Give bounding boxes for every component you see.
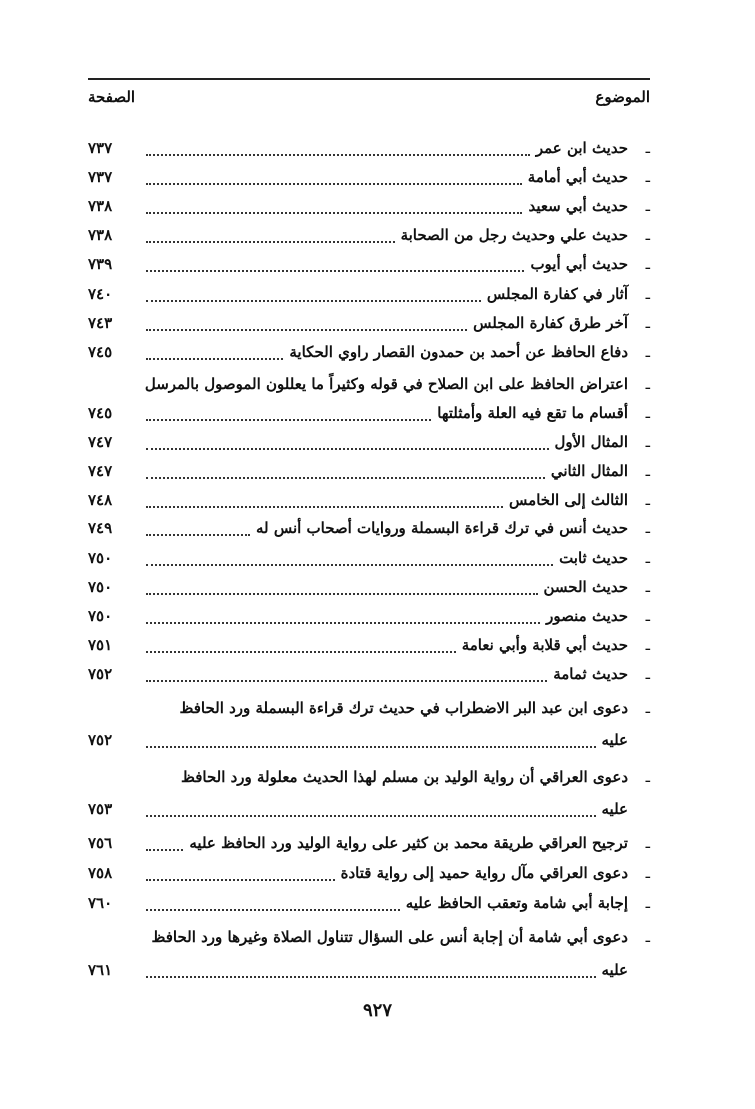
toc-entry [88, 829, 650, 859]
entry-title: المثال الثاني [550, 462, 628, 480]
toc-entry [88, 859, 650, 889]
entry-dash: ـ [645, 928, 650, 946]
entry-title: الثالث إلى الخامس [509, 491, 628, 509]
entry-title: آثار في كفارة المجلس [486, 285, 628, 303]
dot-leader [146, 270, 524, 272]
toc-entry [88, 399, 650, 429]
entry-page-number: ٧٤٥ [88, 404, 113, 422]
toc-entry [88, 163, 650, 193]
dot-leader [146, 849, 183, 851]
dot-leader [146, 593, 538, 595]
entry-dash: ـ [645, 578, 650, 596]
entry-dash: ـ [645, 168, 650, 186]
entry-title: المثال الأول [554, 433, 628, 451]
entry-title: عليه [601, 800, 628, 818]
entry-title: إجابة أبي شامة وتعقب الحافظ عليه [405, 894, 628, 912]
entry-title: حديث أنس في ترك قراءة البسملة وروايات أصحاب أنس له [256, 519, 628, 537]
entry-page-number: ٧٥٣ [88, 800, 113, 818]
entry-dash: ـ [645, 894, 650, 912]
entry-title: حديث ثمامة [553, 665, 628, 683]
page-number: ٩٢٧ [362, 1000, 392, 1021]
toc-entry [88, 457, 650, 487]
toc-entry [88, 602, 650, 632]
dot-leader [146, 183, 522, 185]
toc-entry [88, 428, 650, 458]
entry-dash: ـ [645, 864, 650, 882]
entry-dash: ـ [645, 404, 650, 422]
dot-leader [146, 622, 540, 624]
entry-page-number: ٧٤٧ [88, 462, 113, 480]
dot-leader [146, 879, 335, 881]
entry-dash: ـ [645, 768, 650, 786]
dot-leader [146, 976, 596, 978]
entry-dash: ـ [645, 343, 650, 361]
dot-leader [146, 909, 400, 911]
entry-title: حديث منصور [546, 607, 628, 625]
entry-dash: ـ [645, 255, 650, 273]
toc-entry [88, 370, 650, 400]
toc-entry [88, 309, 650, 339]
entry-page-number: ٧٥٠ [88, 578, 113, 596]
entry-page-number: ٧٥٠ [88, 549, 113, 567]
dot-leader [146, 358, 283, 360]
toc-entry [88, 338, 650, 368]
entry-dash: ـ [645, 519, 650, 537]
toc-entry [88, 923, 650, 953]
entry-page-number: ٧٣٩ [88, 255, 113, 273]
toc-entry [88, 660, 650, 690]
entry-page-number: ٧٦١ [88, 961, 113, 979]
entry-title: دعوى العراقي أن رواية الوليد بن مسلم لهذا الحديث معلولة ورد الحافظ [180, 768, 628, 786]
toc-entry [88, 280, 650, 310]
toc-entry [88, 889, 650, 919]
entry-page-number: ٧٤٥ [88, 343, 113, 361]
toc-entry [88, 573, 650, 603]
dot-leader [146, 154, 530, 156]
entry-dash: ـ [645, 665, 650, 683]
dot-leader [146, 212, 522, 214]
dot-leader [146, 419, 431, 421]
entry-page-number: ٧٤٣ [88, 314, 113, 332]
page-column-header: الصفحة [88, 88, 136, 106]
entry-page-number: ٧٤٩ [88, 519, 113, 537]
entry-dash: ـ [645, 699, 650, 717]
toc-entry [88, 795, 650, 825]
entry-title: حديث أبي أمامة [527, 168, 628, 186]
toc-entry [88, 221, 650, 251]
entry-dash: ـ [645, 462, 650, 480]
dot-leader [146, 477, 545, 479]
entry-page-number: ٧٣٧ [88, 139, 113, 157]
dot-leader [146, 241, 395, 243]
entry-dash: ـ [645, 375, 650, 393]
entry-title: حديث أبي أيوب [530, 255, 628, 273]
dot-leader [146, 300, 481, 302]
entry-dash: ـ [645, 226, 650, 244]
entry-title: عليه [601, 731, 628, 749]
toc-entry [88, 763, 650, 793]
entry-page-number: ٧٣٨ [88, 226, 113, 244]
entry-title: حديث ثابت [559, 549, 628, 567]
toc-entry [88, 544, 650, 574]
dot-leader [146, 746, 596, 748]
entry-dash: ـ [645, 549, 650, 567]
dot-leader [146, 448, 549, 450]
entry-dash: ـ [645, 139, 650, 157]
entry-title: آخر طرق كفارة المجلس [473, 314, 628, 332]
toc-entry [88, 134, 650, 164]
table-header [88, 78, 650, 116]
toc-entry [88, 514, 650, 544]
entry-title: دعوى أبي شامة أن إجابة أنس على السؤال تتناول الصلاة وغيرها ورد الحافظ [151, 928, 628, 946]
toc-entry [88, 250, 650, 280]
toc-entry [88, 726, 650, 756]
subject-column-header: الموضوع [595, 88, 650, 106]
entry-page-number: ٧٤٠ [88, 285, 113, 303]
entry-page-number: ٧٥١ [88, 636, 113, 654]
dot-leader [146, 329, 467, 331]
entry-title: حديث أبي قلابة وأبي نعامة [461, 636, 628, 654]
entry-dash: ـ [645, 285, 650, 303]
entry-page-number: ٧٥٢ [88, 731, 113, 749]
entry-title: دعوى العراقي مآل رواية حميد إلى رواية قتادة [340, 864, 628, 882]
toc-entry [88, 956, 650, 986]
entry-dash: ـ [645, 433, 650, 451]
entry-title: اعتراض الحافظ على ابن الصلاح في قوله وكثيراً ما يعللون الموصول بالمرسل [144, 375, 628, 393]
entry-title: حديث علي وحديث رجل من الصحابة [400, 226, 628, 244]
entry-dash: ـ [645, 636, 650, 654]
entry-page-number: ٧٥٨ [88, 864, 113, 882]
entry-title: حديث أبي سعيد [528, 197, 628, 215]
dot-leader [146, 506, 503, 508]
entry-title: دفاع الحافظ عن أحمد بن حمدون القصار راوي الحكاية [289, 343, 628, 361]
entry-page-number: ٧٥٦ [88, 834, 113, 852]
entry-page-number: ٧٣٧ [88, 168, 113, 186]
entry-dash: ـ [645, 197, 650, 215]
entry-title: أقسام ما تقع فيه العلة وأمثلتها [437, 404, 628, 422]
entry-title: دعوى ابن عبد البر الاضطراب في حديث ترك قراءة البسملة ورد الحافظ [179, 699, 628, 717]
dot-leader [146, 815, 596, 817]
toc-entry [88, 486, 650, 516]
entry-page-number: ٧٥٢ [88, 665, 113, 683]
dot-leader [146, 534, 250, 536]
entry-page-number: ٧٦٠ [88, 894, 113, 912]
dot-leader [146, 680, 547, 682]
dot-leader [146, 564, 553, 566]
entry-page-number: ٧٥٠ [88, 607, 113, 625]
dot-leader [146, 651, 456, 653]
entry-page-number: ٧٣٨ [88, 197, 113, 215]
entry-dash: ـ [645, 491, 650, 509]
toc-entry [88, 694, 650, 724]
toc-entry [88, 192, 650, 222]
entry-page-number: ٧٤٧ [88, 433, 113, 451]
entry-dash: ـ [645, 314, 650, 332]
entry-title: حديث ابن عمر [535, 139, 628, 157]
entry-title: عليه [601, 961, 628, 979]
entry-page-number: ٧٤٨ [88, 491, 113, 509]
entry-title: ترجيح العراقي طريقة محمد بن كثير على رواية الوليد ورد الحافظ عليه [189, 834, 628, 852]
entry-dash: ـ [645, 607, 650, 625]
toc-entry [88, 631, 650, 661]
entry-title: حديث الحسن [543, 578, 628, 596]
entry-dash: ـ [645, 834, 650, 852]
